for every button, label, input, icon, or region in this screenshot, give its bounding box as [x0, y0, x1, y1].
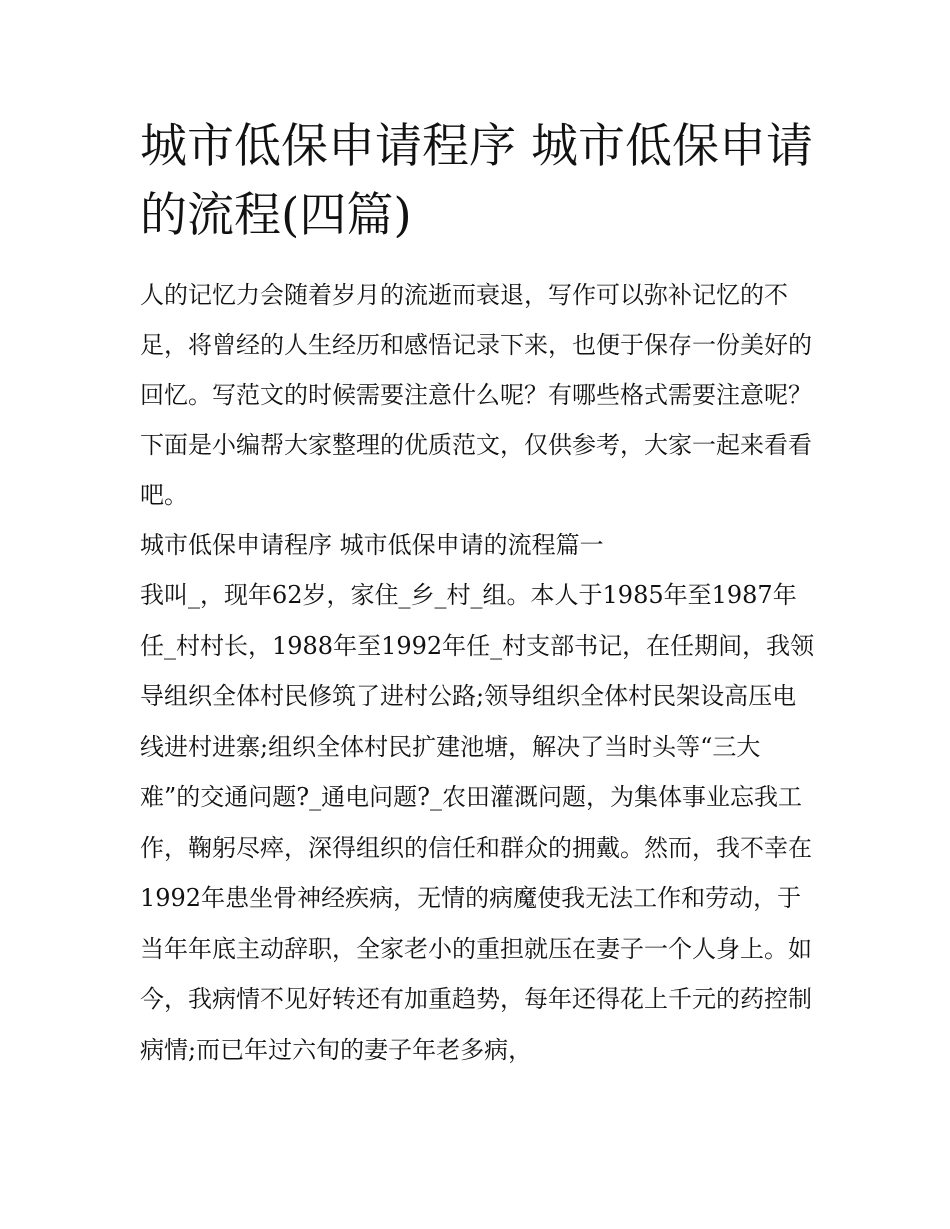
section-heading: 城市低保申请程序 城市低保申请的流程篇一	[140, 531, 604, 559]
document-title: 城市低保申请程序 城市低保申请的流程(四篇)	[140, 119, 813, 243]
document-page	[140, 112, 816, 1075]
body-paragraph: 我叫_，现年62岁，家住_乡_村_组。本人于1985年至1987年任_村村长，1988年至1992年任_村支部书记，在任期间，我领导组织全体村民修筑了进村公路;领导组织全体村民架设高压电线进村进寨;组织全体村民扩建池塘，解决了当时头等“三大难”的交通问题?_通电问题?_农田灌溉问题，为集体事业忘我工作，鞠躬尽瘁，深得组织的信任和群众的拥戴。然而，我不幸在1992年患坐骨神经疾病，无情的病魔使我无法工作和劳动，于当年年底主动辞职，全家老小的重担就压在妻子一个人身上。如今，我病情不见好转还有加重趋势，每年还得花上千元的药控制病情;而已年过六旬的妻子年老多病，	[140, 581, 815, 1064]
intro-paragraph: 人的记忆力会随着岁月的流逝而衰退，写作可以弥补记忆的不足，将曾经的人生经历和感悟记录下来，也便于保存一份美好的回忆。写范文的时候需要注意什么呢？有哪些格式需要注意呢？下面是小编帮大家整理的优质范文，仅供参考，大家一起来看看吧。	[140, 281, 812, 509]
